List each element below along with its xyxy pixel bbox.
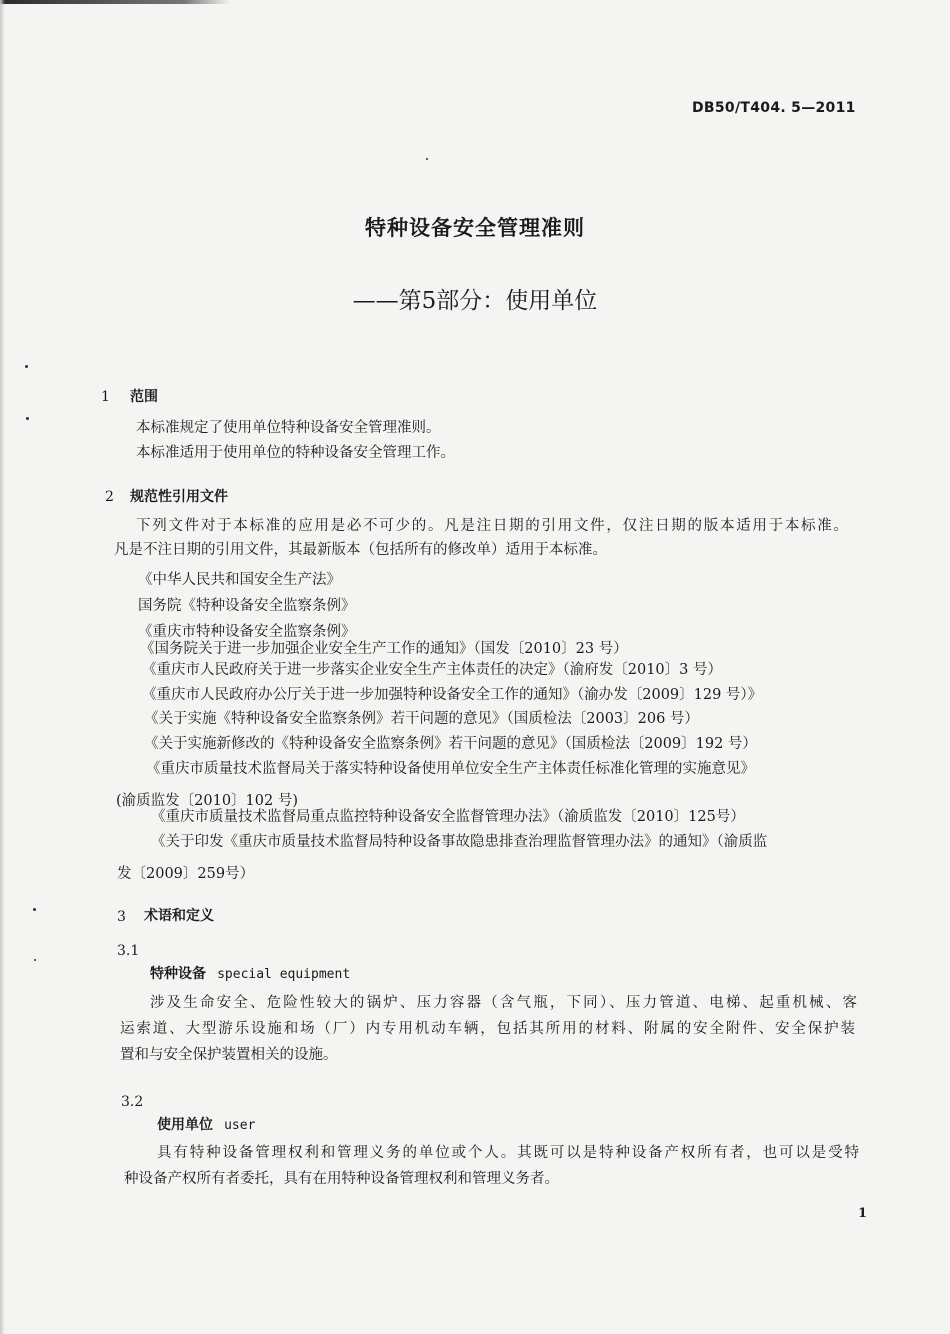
section-2-title: 规范性引用文件 xyxy=(130,489,228,505)
scan-edge-left xyxy=(0,0,5,1334)
scan-speck xyxy=(34,959,36,961)
term-3-1-def-line-2: 运索道、大型游乐设施和场（厂）内专用机动车辆，包括其所用的材料、附属的安全附件、安全保护装 xyxy=(120,1021,855,1037)
document-title: 特种设备安全管理准则 xyxy=(365,216,585,240)
reference-item: 《关于实施新修改的《特种设备安全监察条例》若干问题的意见》（国质检法〔2009〕192 号） xyxy=(144,736,757,752)
term-3-2-heading xyxy=(157,1114,255,1134)
section-2-intro-line-1: 下列文件对于本标准的应用是必不可少的。凡是注日期的引用文件，仅注日期的版本适用于本标准。 xyxy=(136,518,848,534)
section-1-line-1: 本标准规定了使用单位特种设备安全管理准则。 xyxy=(136,420,441,436)
term-3-1-en: special equipment xyxy=(217,967,351,982)
section-2-number: 2 xyxy=(105,489,114,505)
term-3-2-def-line-2: 种设备产权所有者委托，具有在用特种设备管理权利和管理义务者。 xyxy=(124,1171,559,1187)
section-1-title: 范围 xyxy=(130,389,158,405)
scan-speck xyxy=(33,908,36,911)
document-code: DB50/T404. 5—2011 xyxy=(692,100,856,116)
term-3-2-en: user xyxy=(224,1118,256,1133)
term-3-1-def-line-3: 置和与安全保护装置相关的设施。 xyxy=(120,1047,338,1063)
scan-speck xyxy=(426,158,428,160)
reference-item: 《重庆市质量技术监督局关于落实特种设备使用单位安全生产主体责任标准化管理的实施意见》 xyxy=(146,761,755,777)
term-3-2-zh: 使用单位 xyxy=(157,1117,213,1133)
scan-speck xyxy=(26,417,29,420)
section-3-number: 3 xyxy=(117,909,126,925)
scan-speck xyxy=(25,365,28,368)
term-3-2-def-line-1: 具有特种设备管理权利和管理义务的单位或个人。其既可以是特种设备产权所有者，也可以是受特 xyxy=(157,1145,859,1161)
reference-item: 国务院《特种设备安全监察条例》 xyxy=(138,598,356,614)
term-3-1-zh: 特种设备 xyxy=(150,966,206,982)
section-2-intro-line-2: 凡是不注日期的引用文件，其最新版本（包括所有的修改单）适用于本标准。 xyxy=(114,542,607,558)
term-3-1-def-line-1: 涉及生命安全、危险性较大的锅炉、压力容器（含气瓶，下同）、压力管道、电梯、起重机械、客 xyxy=(150,995,857,1011)
term-3-1-number: 3.1 xyxy=(117,943,140,959)
reference-item: 《重庆市人民政府办公厅关于进一步加强特种设备安全工作的通知》（渝办发〔2009〕129 号）》 xyxy=(142,687,763,703)
reference-item: 《关于实施《特种设备安全监察条例》若干问题的意见》（国质检法〔2003〕206 号） xyxy=(144,711,699,727)
reference-item: 《重庆市特种设备安全监察条例》 xyxy=(138,624,356,640)
section-1-number: 1 xyxy=(101,389,110,405)
term-3-1-heading xyxy=(150,963,350,983)
document-subtitle: ——第5部分：使用单位 xyxy=(352,288,598,314)
scan-edge-top xyxy=(0,0,230,4)
reference-item: 《关于印发《重庆市质量技术监督局特种设备事故隐患排查治理监督管理办法》的通知》（渝质监 xyxy=(151,834,768,850)
section-3-title: 术语和定义 xyxy=(144,908,214,924)
reference-item: (渝质监发〔2010〕102 号) xyxy=(116,793,298,809)
reference-item: 《重庆市质量技术监督局重点监控特种设备安全监督管理办法》（渝质监发〔2010〕125号） xyxy=(151,809,745,825)
term-3-2-number: 3.2 xyxy=(121,1094,144,1110)
section-1-line-2: 本标准适用于使用单位的特种设备安全管理工作。 xyxy=(136,445,455,461)
reference-item: 《重庆市人民政府关于进一步落实企业安全生产主体责任的决定》（渝府发〔2010〕3 号） xyxy=(142,662,722,678)
reference-item: 《国务院关于进一步加强企业安全生产工作的通知》（国发〔2010〕23 号） xyxy=(140,641,628,657)
reference-item: 《中华人民共和国安全生产法》 xyxy=(138,572,341,588)
reference-item: 发〔2009〕259号） xyxy=(117,866,255,882)
page-number: 1 xyxy=(858,1206,868,1221)
